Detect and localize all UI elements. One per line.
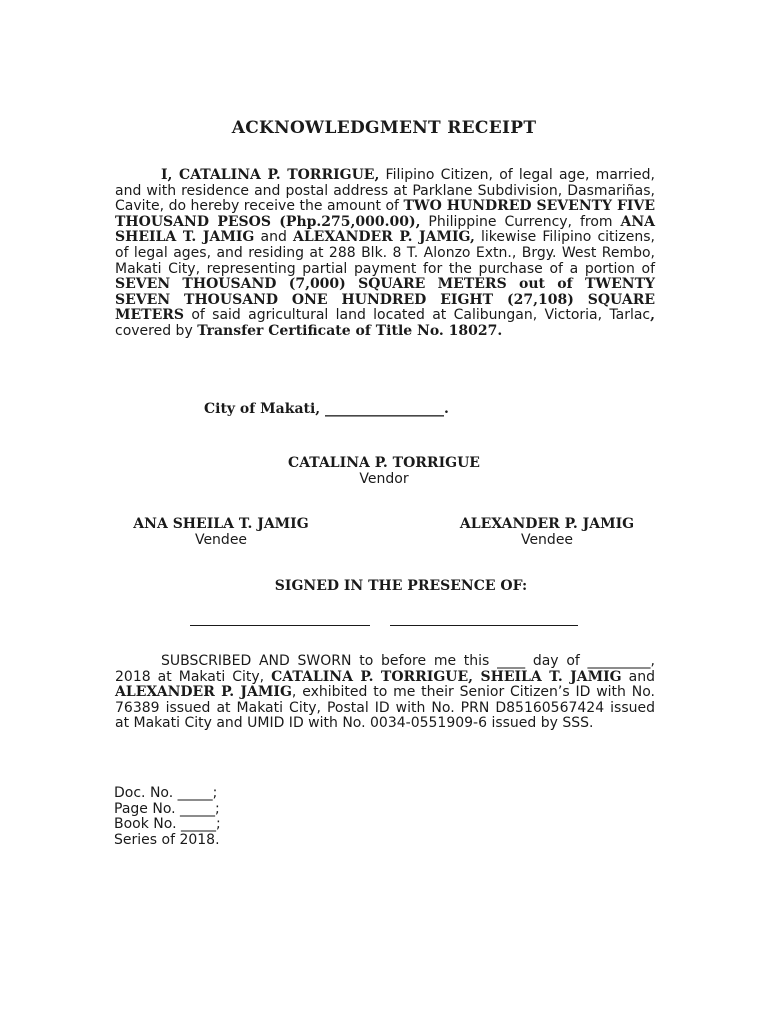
receipt-paragraph xyxy=(115,168,655,340)
vendee-name: ANA SHEILA T. JAMIG xyxy=(133,516,309,532)
book-no: Book No. _____; xyxy=(114,816,221,833)
vendee-signature-block xyxy=(96,516,346,548)
id-details: , exhibited to me their Senior Citizen’s ID with No. 76389 issued at Makati City, Postal ID with No. PRN D85160567424 issued at Makati City and UMID ID with No. 0034-0551909-6 issued by SSS. xyxy=(115,684,655,732)
payer-details: likewise Filipino citizens, of legal ages, and residing at 288 Blk. 8 T. Alonzo Extn., Brgy. West Rembo, Makati City, representing partial payment for the purchase of a portion of xyxy=(115,229,655,277)
vendor-name: CATALINA P. TORRIGUE xyxy=(288,455,480,471)
vendee-role: Vendee xyxy=(520,532,574,548)
jurat-paragraph xyxy=(115,654,655,732)
vendee-role: Vendee xyxy=(194,532,248,548)
payer-name-1: ANA SHEILA T. JAMIG xyxy=(115,213,655,246)
jurat-intro: SUBSCRIBED AND SWORN to before me this ____ day of _________, 2018 at Makati City, xyxy=(115,653,655,685)
receiver-details: Filipino Citizen, of legal age, married, and with residence and postal address at Parklane Subdivision, Dasmariñas, Cavite, do hereby receive the amount of xyxy=(115,167,656,215)
doc-no: Doc. No. _____; xyxy=(114,785,218,801)
amount: TWO HUNDRED SEVENTY FIVE THOUSAND PESOS (Php.275,000.00), xyxy=(115,198,655,230)
land-area: SEVEN THOUSAND (7,000) SQUARE METERS out of TWENTY SEVEN THOUSAND ONE HUNDRED EIGHT (27,108) SQUARE METERS xyxy=(115,276,655,324)
comma: , xyxy=(650,307,655,324)
affiant-name-3: ALEXANDER P. JAMIG xyxy=(115,684,292,701)
vendee-name: ALEXANDER P. JAMIG xyxy=(459,516,635,532)
document-title: ACKNOWLEDGMENT RECEIPT xyxy=(231,118,537,138)
title-number: Transfer Certificate of Title No. 18027. xyxy=(197,322,503,339)
vendee-signature-block xyxy=(422,516,672,548)
currency-text: Philippine Currency, from xyxy=(420,213,621,230)
series: Series of 2018. xyxy=(114,831,220,848)
witness-line-2 xyxy=(390,625,578,626)
city-date-line: City of Makati, _________________. xyxy=(204,401,449,417)
conjunction: and xyxy=(621,668,655,685)
page-no: Page No. _____; xyxy=(114,800,220,817)
payer-name-2: ALEXANDER P. JAMIG, xyxy=(292,229,475,246)
witness-signature-lines xyxy=(190,611,590,631)
affiant-names: CATALINA P. TORRIGUE, SHEILA T. JAMIG xyxy=(271,668,622,685)
receiver-name: I, CATALINA P. TORRIGUE, xyxy=(161,167,380,183)
witness-heading: SIGNED IN THE PRESENCE OF: xyxy=(274,578,528,594)
notarial-register xyxy=(114,786,221,848)
covered-by: covered by xyxy=(115,322,198,339)
vendor-role: Vendor xyxy=(359,471,409,487)
witness-line-1 xyxy=(190,625,370,626)
land-location: of said agricultural land located at Calibungan, Victoria, Tarlac xyxy=(184,307,651,324)
conjunction: and xyxy=(254,229,293,246)
vendor-signature-block xyxy=(234,455,534,487)
